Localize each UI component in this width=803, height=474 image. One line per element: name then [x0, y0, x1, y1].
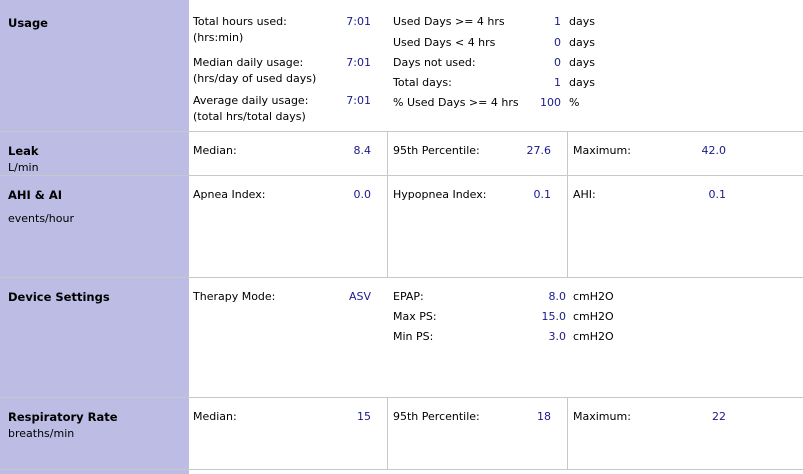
- column-divider: [387, 397, 388, 469]
- resp-p95-value: 18: [537, 410, 551, 423]
- column-divider: [567, 397, 568, 469]
- days-not-used-label: Days not used:: [393, 56, 476, 69]
- leak-max-value: 42.0: [701, 144, 726, 157]
- median-usage-value: 7:01: [346, 56, 371, 69]
- ahi-label: AHI:: [573, 188, 596, 201]
- days-not-used-unit: days: [569, 56, 595, 69]
- column-divider: [387, 131, 388, 277]
- used-ge4-value: 1: [554, 15, 561, 28]
- ahi-value: 0.1: [708, 188, 726, 201]
- total-hours-label: Total hours used:: [193, 15, 287, 28]
- used-lt4-label: Used Days < 4 hrs: [393, 36, 496, 49]
- resp-p95-label: 95th Percentile:: [393, 410, 480, 423]
- leak-p95-value: 27.6: [526, 144, 551, 157]
- min-ps-unit: cmH2O: [573, 330, 614, 343]
- max-ps-unit: cmH2O: [573, 310, 614, 323]
- leak-section-title: Leak: [8, 144, 39, 158]
- average-usage-label: Average daily usage:: [193, 94, 309, 107]
- resp-rate-unit: breaths/min: [8, 427, 75, 440]
- therapy-mode-value: ASV: [348, 290, 371, 303]
- section-sidebar: [0, 0, 189, 474]
- min-ps-value: 3.0: [548, 330, 566, 343]
- used-lt4-unit: days: [569, 36, 595, 49]
- resp-max-value: 22: [712, 410, 726, 423]
- hypopnea-index-value: 0.1: [533, 188, 551, 201]
- min-ps-label: Min PS:: [393, 330, 434, 343]
- row-divider: [0, 175, 803, 176]
- row-divider: [0, 469, 803, 470]
- max-ps-label: Max PS:: [393, 310, 437, 323]
- hypopnea-index-label: Hypopnea Index:: [393, 188, 487, 201]
- leak-median-label: Median:: [193, 144, 237, 157]
- resp-median-value: 15: [357, 410, 371, 423]
- ahi-section-title: AHI & AI: [8, 188, 63, 202]
- device-settings-title: Device Settings: [8, 290, 110, 304]
- max-ps-value: 15.0: [541, 310, 566, 323]
- pct-used-value: 100: [540, 96, 561, 109]
- row-divider: [0, 277, 803, 278]
- resp-max-label: Maximum:: [573, 410, 631, 423]
- leak-max-label: Maximum:: [573, 144, 631, 157]
- epap-value: 8.0: [548, 290, 566, 303]
- apnea-index-value: 0.0: [353, 188, 371, 201]
- usage-section-title: Usage: [8, 16, 48, 30]
- average-usage-sublabel: (total hrs/total days): [193, 110, 306, 123]
- apnea-index-label: Apnea Index:: [193, 188, 266, 201]
- column-divider: [567, 131, 568, 277]
- leak-median-value: 8.4: [353, 144, 371, 157]
- total-days-unit: days: [569, 76, 595, 89]
- leak-p95-label: 95th Percentile:: [393, 144, 480, 157]
- used-ge4-unit: days: [569, 15, 595, 28]
- average-usage-value: 7:01: [346, 94, 371, 107]
- row-divider: [0, 397, 803, 398]
- median-usage-sublabel: (hrs/day of used days): [193, 72, 317, 85]
- total-days-label: Total days:: [393, 76, 452, 89]
- median-usage-label: Median daily usage:: [193, 56, 304, 69]
- ahi-unit: events/hour: [8, 212, 74, 225]
- epap-label: EPAP:: [393, 290, 424, 303]
- epap-unit: cmH2O: [573, 290, 614, 303]
- therapy-mode-label: Therapy Mode:: [193, 290, 276, 303]
- total-days-value: 1: [554, 76, 561, 89]
- pct-used-label: % Used Days >= 4 hrs: [393, 96, 519, 109]
- used-ge4-label: Used Days >= 4 hrs: [393, 15, 505, 28]
- row-divider: [0, 131, 803, 132]
- used-lt4-value: 0: [554, 36, 561, 49]
- total-hours-value: 7:01: [346, 15, 371, 28]
- pct-used-unit: %: [569, 96, 580, 109]
- leak-unit: L/min: [8, 161, 39, 174]
- total-hours-sublabel: (hrs:min): [193, 31, 244, 44]
- resp-rate-section-title: Respiratory Rate: [8, 410, 118, 424]
- days-not-used-value: 0: [554, 56, 561, 69]
- resp-median-label: Median:: [193, 410, 237, 423]
